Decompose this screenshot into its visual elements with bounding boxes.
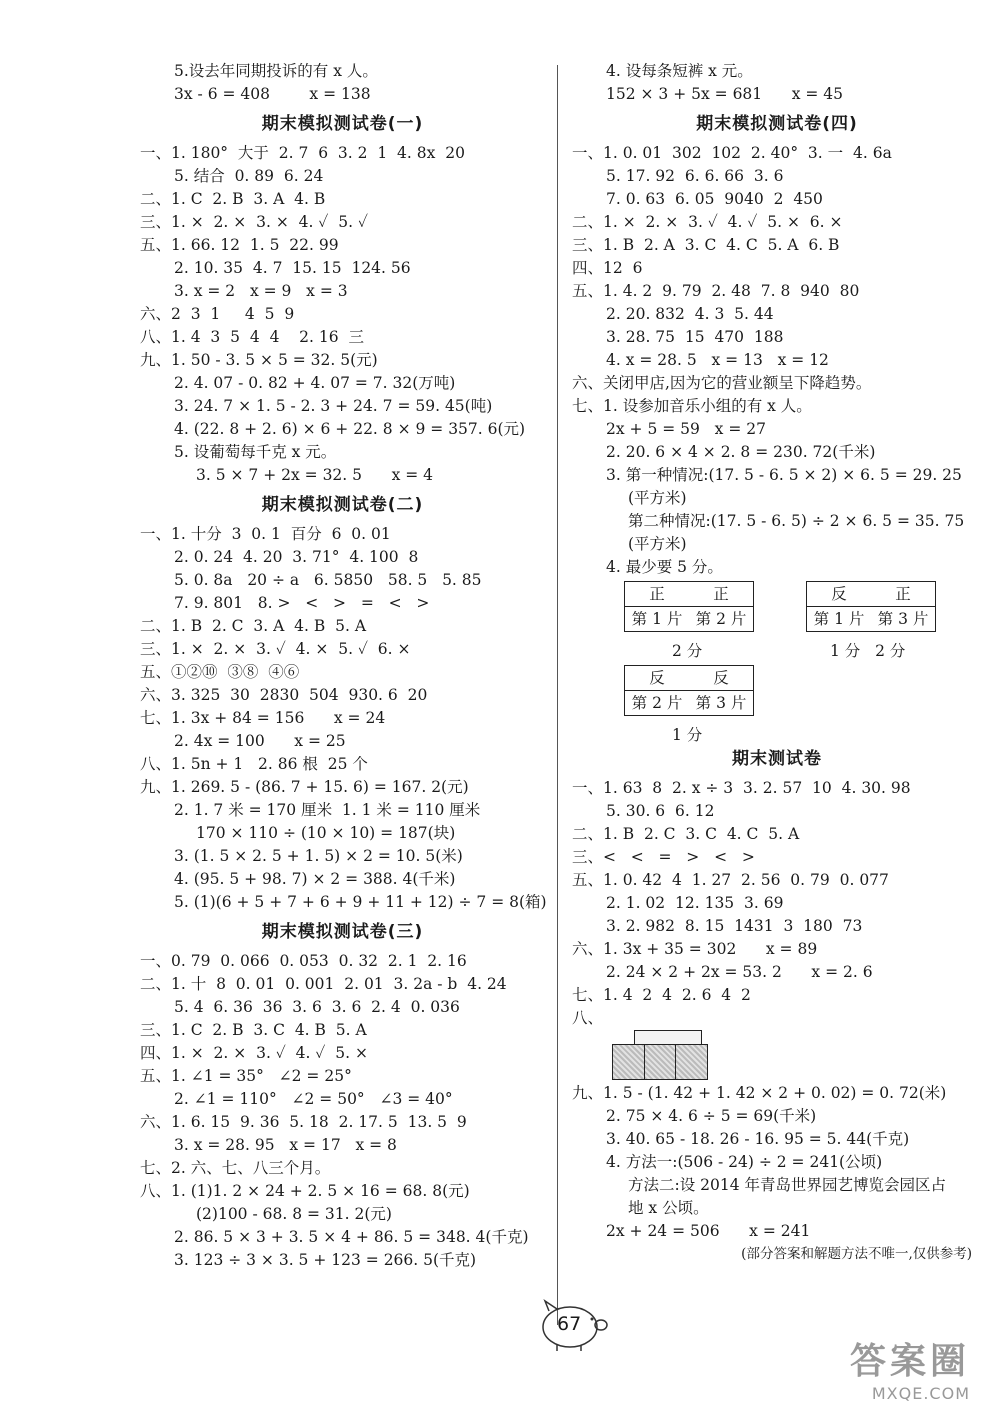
answer-line: 八、1. (1)1. 2 × 24 + 2. 5 × 16 = 68. 8(元) [140,1182,470,1200]
answer-line: 152 × 3 + 5x = 681 x = 45 [606,85,844,103]
cube [675,1044,708,1080]
answer-line: 2. 10. 35 4. 7 15. 15 124. 56 [174,259,411,277]
answer-line: 7. 9. 801 8. > < > = < > [174,594,430,612]
answer-line: 六、1. 3x + 35 = 302 x = 89 [572,940,818,958]
score-2: 1 分 2 分 [830,642,906,660]
answer-line: 3. 24. 7 × 1. 5 - 2. 3 + 24. 7 = 59. 45(吨) [174,397,493,415]
answer-line: 2. 0. 24 4. 20 3. 71° 4. 100 8 [174,548,419,566]
card-face: 反 [831,585,847,603]
answer-line: 七、1. 设参加音乐小组的有 x 人。 [572,397,812,415]
answer-line: 七、2. 六、七、八三个月。 [140,1159,331,1177]
answer-line: 一、1. 0. 01 302 102 2. 40° 3. 一 4. 6a [572,144,892,162]
answer-line: 5. 4 6. 36 36 3. 6 3. 6 2. 4 0. 036 [174,998,460,1016]
watermark [850,1333,970,1403]
answer-line: 3x - 6 = 408 x = 138 [174,85,371,103]
answer-line: 2. ∠1 = 110° ∠2 = 50° ∠3 = 40° [174,1090,453,1108]
answer-line: 4. 设每条短裤 x 元。 [606,62,753,80]
answer-line: 一、1. 180° 大于 2. 7 6 3. 2 1 4. 8x 20 [140,144,465,162]
answer-line: 5. 0. 8a 20 ÷ a 6. 5850 58. 5 5. 85 [174,571,482,589]
answer-line: 二、1. B 2. C 3. A 4. B 5. A [140,617,367,635]
answer-line: 五、1. ∠1 = 35° ∠2 = 25° [140,1067,352,1085]
test2-title: 期末模拟测试卷(二) [261,495,424,515]
score-3: 1 分 [672,726,703,744]
footnote: (部分答案和解题方法不唯一,仅供参考) [741,1246,972,1262]
page-number-badge [535,1295,615,1355]
answer-line: 六、2 3 1 4 5 9 [140,305,295,323]
cube-row [612,1044,707,1080]
card-face: 正 [713,585,729,603]
answer-line: 三、1. C 2. B 3. C 4. B 5. A [140,1021,367,1039]
answer-line: 170 × 110 ÷ (10 × 10) = 187(块) [196,824,456,842]
answer-line: 七、1. 3x + 84 = 156 x = 24 [140,709,386,727]
cube-top-face [634,1030,702,1045]
answer-line: 5. (1)(6 + 5 + 7 + 6 + 9 + 11 + 12) ÷ 7 = 8(箱) [174,893,547,911]
watermark-logo: 答案圈 [849,1341,970,1382]
answer-line: 2x + 24 = 506 x = 241 [606,1222,811,1240]
final-answers-b [572,1082,982,1243]
test4-answers [572,142,982,579]
answer-line: 3. 5 × 7 + 2x = 32. 5 x = 4 [196,466,434,484]
card-diagram-2 [806,581,936,632]
answer-line: 2x + 5 = 59 x = 27 [606,420,766,438]
right-column [572,60,982,1266]
answer-line: 三、< < = > < > [572,848,755,866]
answer-line: (2)100 - 68. 8 = 31. 2(元) [196,1205,392,1223]
cube-figure [572,1030,982,1082]
answer-line: 3. (1. 5 × 2. 5 + 1. 5) × 2 = 10. 5(米) [174,847,463,865]
card-label: 第 2 片 [631,694,683,712]
answer-line: 4. (95. 5 + 98. 7) × 2 = 388. 4(千米) [174,870,456,888]
answer-line: 5. 17. 92 6. 6. 66 3. 6 [606,167,784,185]
answer-line: 二、1. 十 8 0. 01 0. 001 2. 01 3. 2a - b 4. 24 [140,975,507,993]
answer-line: 四、12 6 [572,259,643,277]
answer-line: 3. x = 2 x = 9 x = 3 [174,282,348,300]
card-label: 第 2 片 [695,610,747,628]
answer-line: 5. 结合 0. 89 6. 24 [174,167,324,185]
answer-line: 一、0. 79 0. 066 0. 053 0. 32 2. 1 2. 16 [140,952,467,970]
left-column [140,60,545,1272]
answer-line: 2. 4. 07 - 0. 82 + 4. 07 = 7. 32(万吨) [174,374,456,392]
answer-line: 2. 86. 5 × 3 + 3. 5 × 4 + 86. 5 = 348. 4(千克) [174,1228,529,1246]
test1-answers [140,142,545,487]
card-label: 第 1 片 [813,610,865,628]
answer-line: 2. 75 × 4. 6 ÷ 5 = 69(千米) [606,1107,817,1125]
answer-line: (平方米) [628,535,687,553]
answer-line: 九、1. 50 - 3. 5 × 5 = 32. 5(元) [140,351,378,369]
answer-line: 3. 2. 982 8. 15 1431 3 180 73 [606,917,863,935]
right-top-section [572,60,982,106]
answer-line: 4. 方法一:(506 - 24) ÷ 2 = 241(公顷) [606,1153,883,1171]
watermark-url: MXQE.COM [871,1384,970,1403]
answer-line: 3. 28. 75 15 470 188 [606,328,784,346]
answer-line: 第二种情况:(17. 5 - 6. 5) ÷ 2 × 6. 5 = 35. 75 [628,512,965,530]
answer-line: 4. x = 28. 5 x = 13 x = 12 [606,351,829,369]
answer-line: 3. 第一种情况:(17. 5 - 6. 5 × 2) × 6. 5 = 29. 25 [606,466,962,484]
answer-line: 二、1. × 2. × 3. ✓ 4. ✓ 5. × 6. × [572,213,843,231]
answer-line: 三、1. × 2. × 3. ✓ 4. × 5. ✓ 6. × [140,640,411,658]
answer-line: 2. 1. 02 12. 135 3. 69 [606,894,784,912]
final-answers-a [572,777,982,1030]
answer-line: 2. 20. 832 4. 3 5. 44 [606,305,774,323]
answer-line: 2. 4x = 100 x = 25 [174,732,346,750]
answer-line: 九、1. 5 - (1. 42 + 1. 42 × 2 + 0. 02) = 0. 72(米) [572,1084,947,1102]
final-title: 期末测试卷 [732,749,822,769]
card-face: 正 [895,585,911,603]
card-label: 第 3 片 [695,694,747,712]
answer-line: 7. 0. 63 6. 05 9040 2 450 [606,190,823,208]
answer-line: 2. 1. 7 米 = 170 厘米 1. 1 米 = 110 厘米 [174,801,481,819]
answer-line: 四、1. × 2. × 3. ✓ 4. ✓ 5. × [140,1044,368,1062]
answer-line: 八、1. 4 3 5 4 4 2. 16 三 [140,328,364,346]
answer-line: 方法二:设 2014 年青岛世界园艺博览会园区占 [628,1176,947,1194]
answer-line: (平方米) [628,489,687,507]
answer-line: 5. 30. 6 6. 12 [606,802,715,820]
answer-line: 三、1. × 2. × 3. × 4. ✓ 5. ✓ [140,213,368,231]
card-label: 第 1 片 [631,610,683,628]
answer-line: 二、1. B 2. C 3. C 4. C 5. A [572,825,800,843]
answer-line: 2. 24 × 2 + 2x = 53. 2 x = 2. 6 [606,963,873,981]
score-1: 2 分 [672,642,703,660]
answer-line: 地 x 公顷。 [628,1199,709,1217]
answer-line: 一、1. 十分 3 0. 1 百分 6 0. 01 [140,525,391,543]
answer-line: 2. 20. 6 × 4 × 2. 8 = 230. 72(千米) [606,443,876,461]
card-diagram-1 [624,581,754,632]
test1-title: 期末模拟测试卷(一) [261,114,424,134]
card-face: 反 [649,669,665,687]
answer-line: 5. 设葡萄每千克 x 元。 [174,443,337,461]
answer-line: 五、1. 4. 2 9. 79 2. 48 7. 8 940 80 [572,282,860,300]
left-top-section [140,60,545,106]
answer-line: 5.设去年同期投诉的有 x 人。 [174,62,378,80]
page-number: 67 [557,1313,582,1335]
answer-line: 4. 最少要 5 分。 [606,558,723,576]
answer-line: 七、1. 4 2 4 2. 6 4 2 [572,986,751,1004]
card-face: 反 [713,669,729,687]
answer-line: 3. 123 ÷ 3 × 3. 5 + 123 = 266. 5(千克) [174,1251,477,1269]
card-label: 第 3 片 [877,610,929,628]
card-diagram-3 [624,665,754,716]
cube [644,1044,677,1080]
answer-line: 六、1. 6. 15 9. 36 5. 18 2. 17. 5 13. 5 9 [140,1113,467,1131]
card-face: 正 [649,585,665,603]
test2-answers [140,523,545,914]
answer-line: 五、1. 0. 42 4 1. 27 2. 56 0. 79 0. 077 [572,871,889,889]
answer-line: 六、关闭甲店,因为它的营业额呈下降趋势。 [572,374,872,392]
answer-line: 3. x = 28. 95 x = 17 x = 8 [174,1136,397,1154]
answer-line: 六、3. 325 30 2830 504 930. 6 20 [140,686,428,704]
test3-answers [140,950,545,1272]
answer-line: 五、1. 66. 12 1. 5 22. 99 [140,236,339,254]
test3-title: 期末模拟测试卷(三) [261,922,424,942]
answer-line: 九、1. 269. 5 - (86. 7 + 15. 6) = 167. 2(元) [140,778,469,796]
cube [612,1044,645,1080]
answer-line: 4. (22. 8 + 2. 6) × 6 + 22. 8 × 9 = 357. 6(元) [174,420,526,438]
answer-line: 五、①②⑩ ③⑧ ④⑥ [140,663,300,681]
answer-line: 三、1. B 2. A 3. C 4. C 5. A 6. B [572,236,840,254]
answer-line: 八、1. 5n + 1 2. 86 根 25 个 [140,755,368,773]
coin-diagrams [572,581,982,744]
column-divider [557,65,558,1325]
answer-line: 一、1. 63 8 2. x ÷ 3 3. 2. 57 10 4. 30. 98 [572,779,911,797]
test4-title: 期末模拟测试卷(四) [696,114,858,134]
answer-line: 二、1. C 2. B 3. A 4. B [140,190,326,208]
answer-line: 八、 [572,1009,604,1027]
answer-line: 3. 40. 65 - 18. 26 - 16. 95 = 5. 44(千克) [606,1130,910,1148]
